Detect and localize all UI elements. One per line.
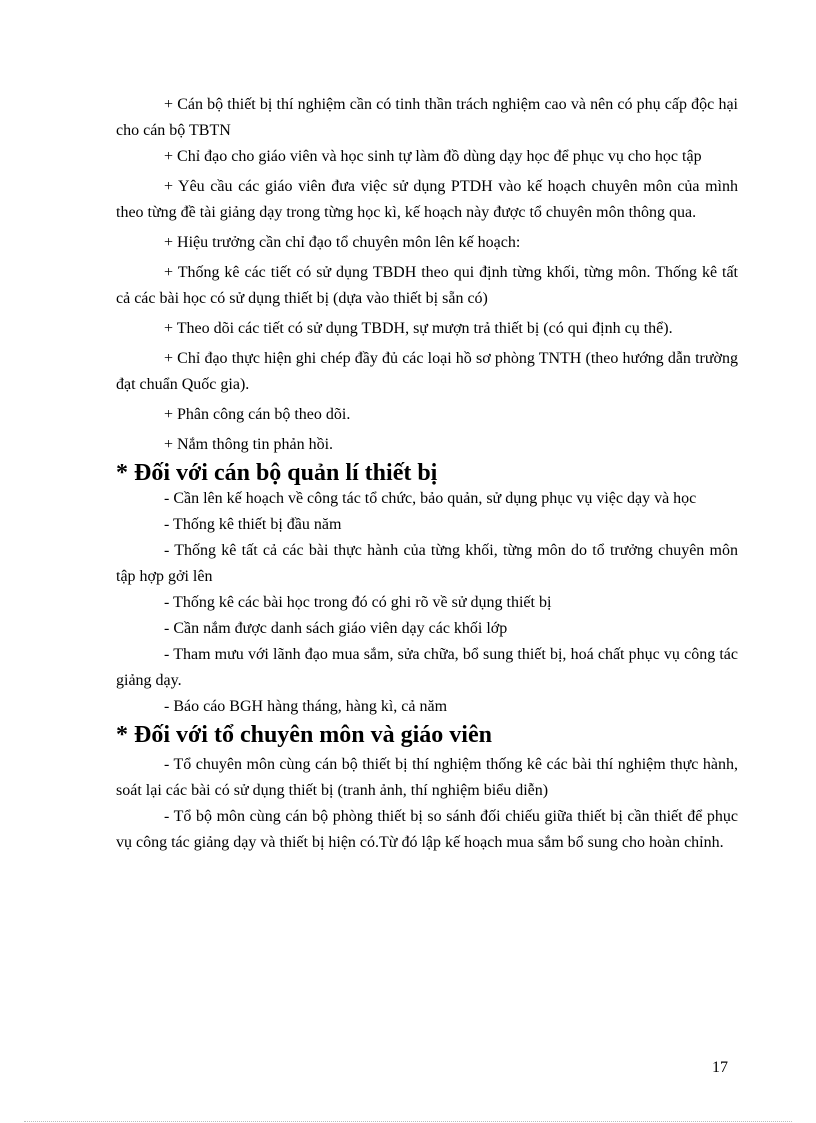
paragraph-records: + Chỉ đạo thực hiện ghi chép đầy đủ các loại hồ sơ phòng TNTH (theo hướng dẫn trường đạt chuẩn Quốc gia). (116, 350, 738, 393)
paragraph-usage-tracking: + Theo dõi các tiết có sử dụng TBDH, sự mượn trả thiết bị (có qui định cụ thể). (164, 320, 673, 337)
list-item-procurement: - Tham mưu với lãnh đạo mua sắm, sửa chữa, bổ sung thiết bị, hoá chất phục vụ công tác giảng dạy. (116, 646, 738, 689)
list-item-equipment-comparison: - Tổ bộ môn cùng cán bộ phòng thiết bị so sánh đối chiếu giữa thiết bị cần thiết để phục vụ công tác giảng dạy và thiết bị hiện có.Từ đó lập kế hoạch mua sắm bổ sung cho hoàn chỉnh. (116, 808, 738, 851)
paragraph-teaching-aids: + Chỉ đạo cho giáo viên và học sinh tự làm đồ dùng dạy học để phục vụ cho học tập (164, 148, 702, 165)
list-item-practical-lessons: - Thống kê tất cả các bài thực hành của từng khối, từng môn do tổ trưởng chuyên môn tập hợp gởi lên (116, 542, 738, 585)
paragraph-teacher-plans: + Yêu cầu các giáo viên đưa việc sử dụng PTDH vào kế hoạch chuyên môn của mình theo từng đề tài giảng dạy trong từng học kì, kế hoạch này được tổ chuyên môn thông qua. (116, 178, 738, 221)
document-body (116, 92, 738, 856)
list-item-planning: - Cần lên kế hoạch về công tác tổ chức, bảo quản, sử dụng phục vụ việc dạy và học (164, 490, 697, 507)
list-item-teacher-list: - Cần nắm được danh sách giáo viên dạy các khối lớp (164, 620, 508, 637)
list-item-reporting: - Báo cáo BGH hàng tháng, hàng kì, cả năm (164, 698, 448, 715)
list-item-annual-inventory: - Thống kê thiết bị đầu năm (164, 516, 342, 533)
section-heading-equipment-manager: * Đối với cán bộ quản lí thiết bị (116, 460, 438, 486)
paragraph-principal-direction: + Hiệu trưởng cần chỉ đạo tổ chuyên môn lên kế hoạch: (164, 234, 521, 251)
list-item-equipment-use: - Thống kê các bài học trong đó có ghi rõ về sử dụng thiết bị (164, 594, 552, 611)
page-bottom-divider (24, 1121, 792, 1122)
paragraph-assignment: + Phân công cán bộ theo dõi. (164, 406, 351, 423)
list-item-experiment-inventory: - Tổ chuyên môn cùng cán bộ thiết bị thí nghiệm thống kê các bài thí nghiệm thực hành, soát lại các bài có sử dụng thiết bị (tranh ảnh, thí nghiệm biểu diễn) (116, 756, 738, 799)
paragraph-lesson-statistics: + Thống kê các tiết có sử dụng TBDH theo qui định từng khối, từng môn. Thống kê tất cả các bài học có sử dụng thiết bị (dựa vào thiết bị sẵn có) (116, 264, 738, 307)
paragraph-feedback: + Nắm thông tin phản hồi. (164, 436, 334, 453)
paragraph-equipment-staff: + Cán bộ thiết bị thí nghiệm cần có tinh thần trách nghiệm cao và nên có phụ cấp độc hại cho cán bộ TBTN (116, 96, 738, 139)
section-heading-teachers: * Đối với tổ chuyên môn và giáo viên (116, 722, 492, 748)
page-number: 17 (712, 1059, 728, 1076)
